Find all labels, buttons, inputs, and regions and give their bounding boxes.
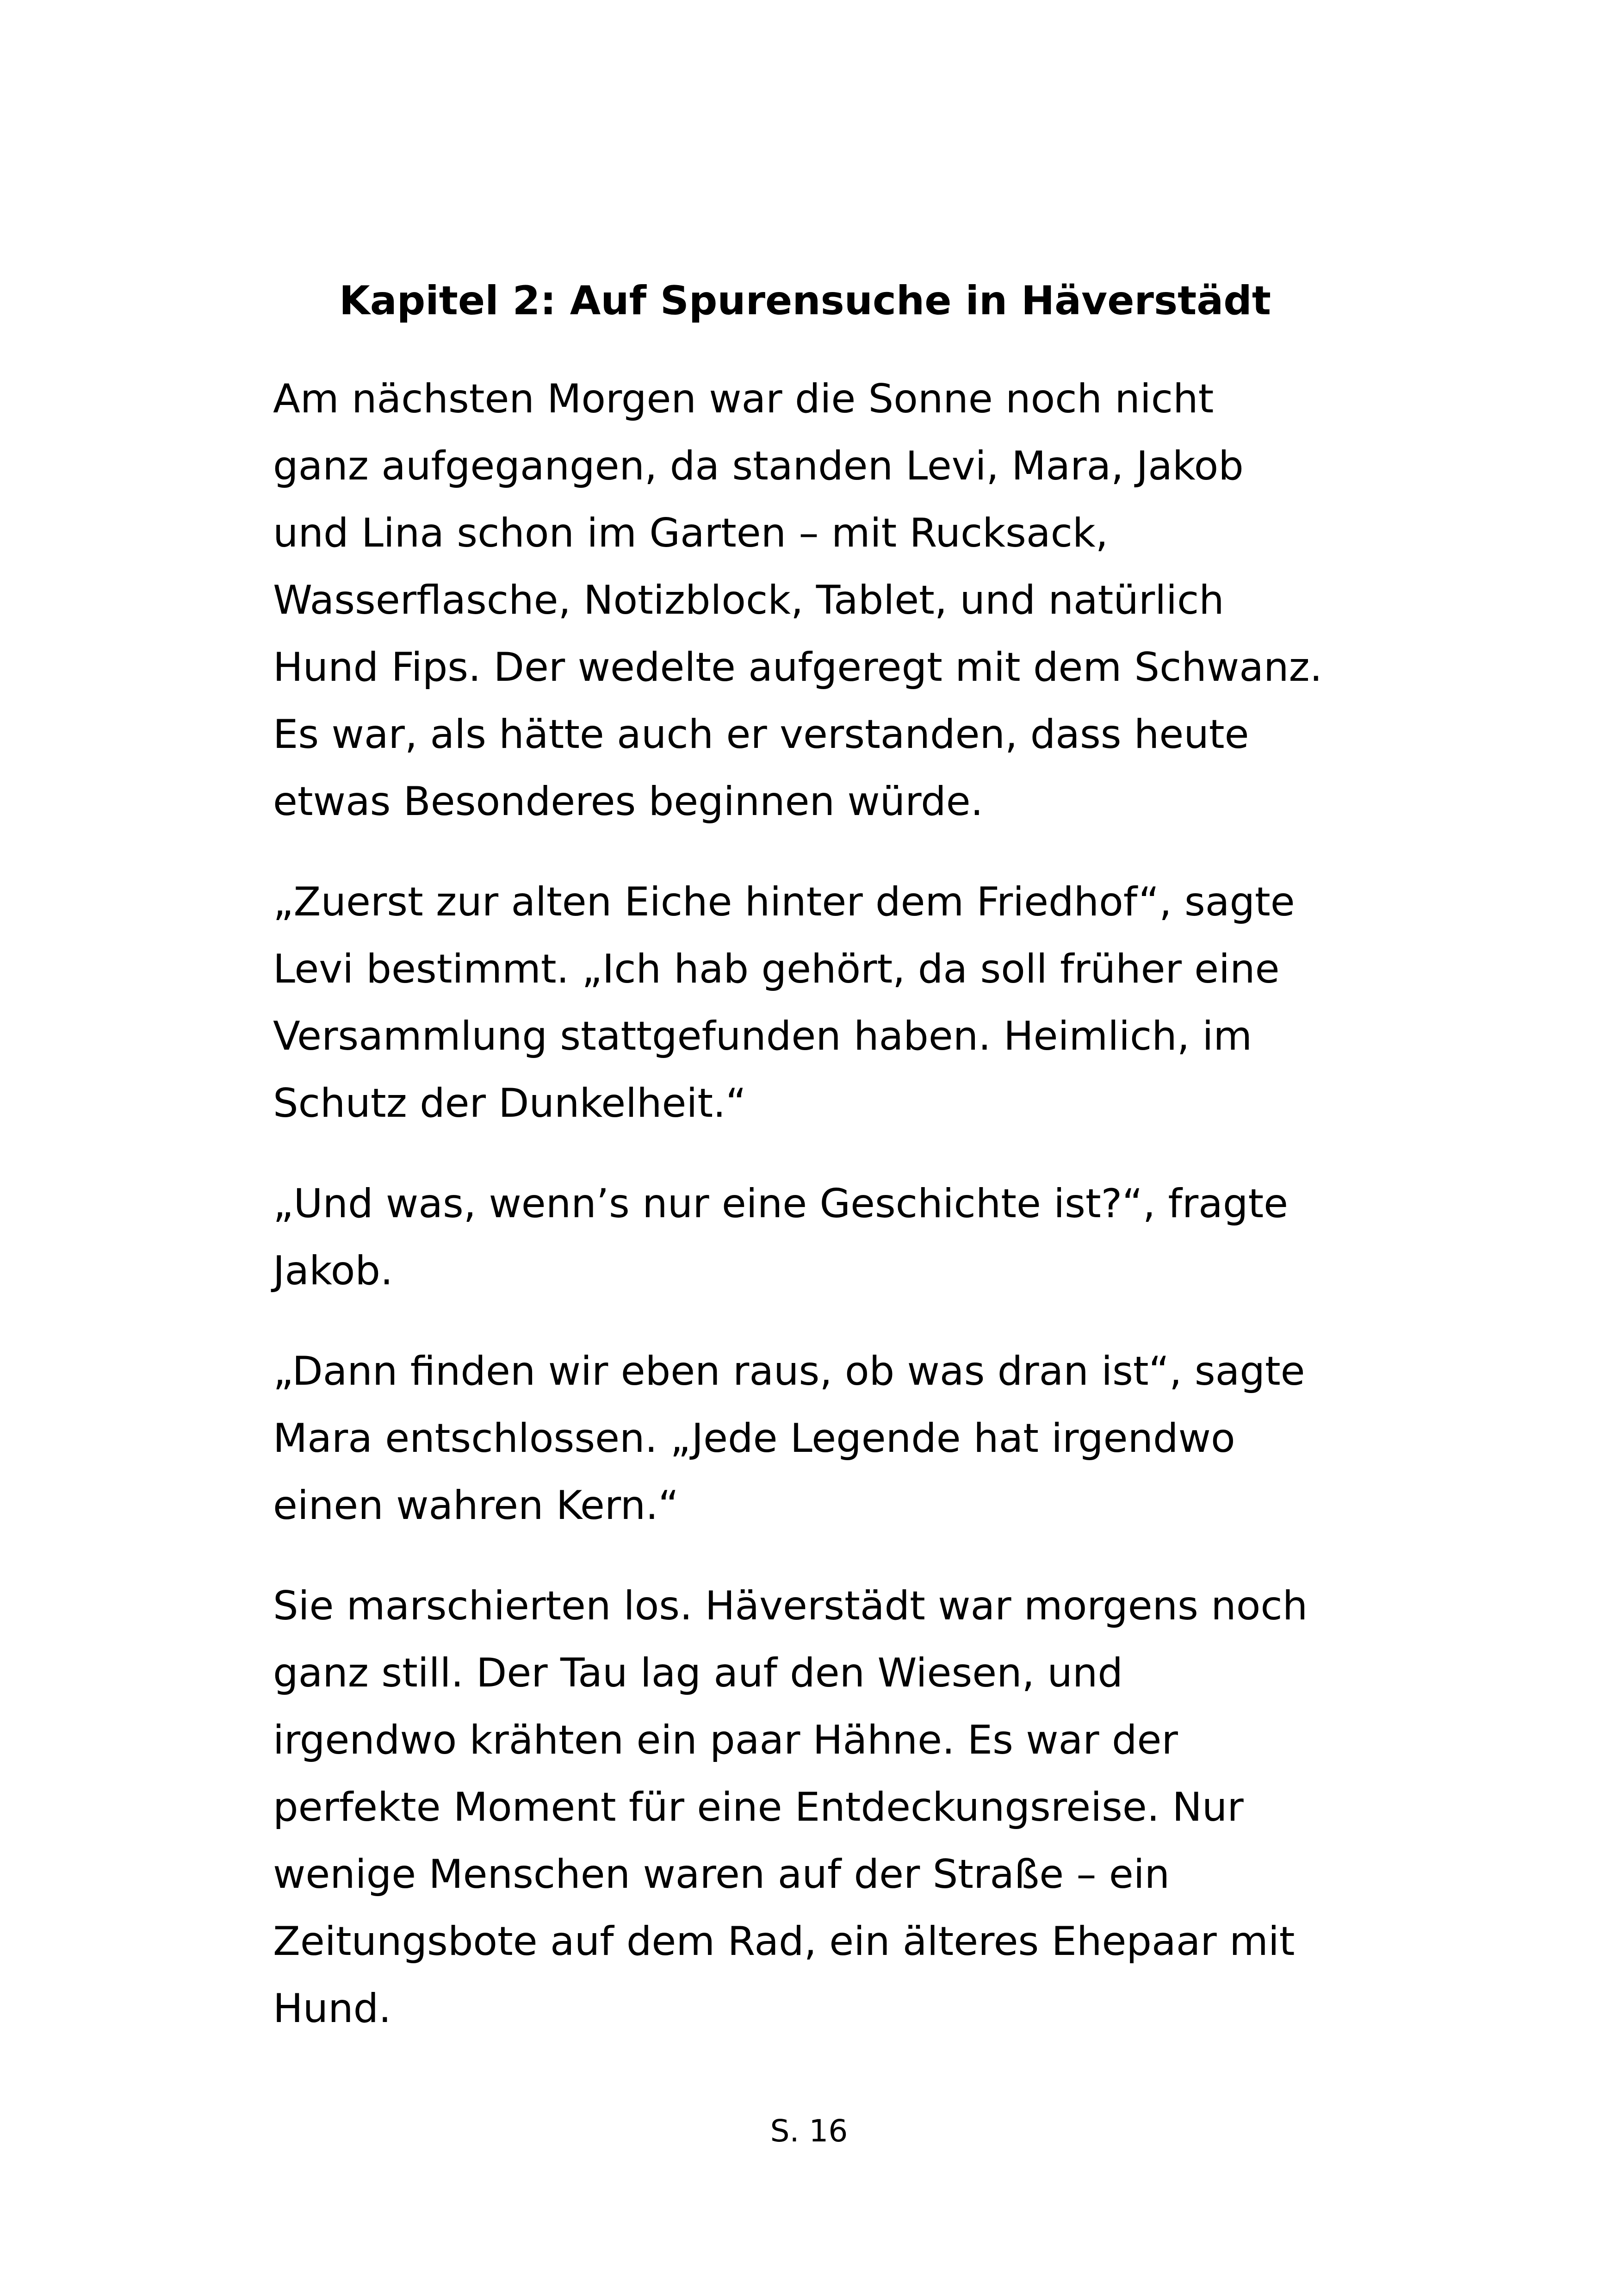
text-line: etwas Besonderes beginnen würde. <box>273 778 983 825</box>
paragraph <box>273 1338 1383 1539</box>
paragraph <box>273 1170 1383 1305</box>
page-number: S. 16 <box>770 2113 848 2149</box>
text-line: Hund. <box>273 1985 391 2032</box>
text-line: „Dann finden wir eben raus, ob was dran ist“, sagte <box>273 1348 1305 1394</box>
text-line: Jakob. <box>273 1248 393 1294</box>
paragraph <box>273 366 1383 835</box>
chapter-title: Kapitel 2: Auf Spurensuche in Häverstädt <box>339 278 1271 324</box>
text-line: Hund Fips. Der wedelte aufgeregt mit dem Schwanz. <box>273 644 1322 691</box>
text-line: Schutz der Dunkelheit.“ <box>273 1080 746 1126</box>
text-line: „Zuerst zur alten Eiche hinter dem Friedhof“, sagte <box>273 879 1295 925</box>
text-line: Sie marschierten los. Häverstädt war morgens noch <box>273 1583 1308 1629</box>
text-line: Levi bestimmt. „Ich hab gehört, da soll früher eine <box>273 946 1280 992</box>
text-line: Versammlung stattgefunden haben. Heimlich, im <box>273 1013 1252 1059</box>
text-line: ganz aufgegangen, da standen Levi, Mara, Jakob <box>273 443 1244 489</box>
text-line: ganz still. Der Tau lag auf den Wiesen, und <box>273 1650 1123 1696</box>
text-line: Es war, als hätte auch er verstanden, dass heute <box>273 711 1249 758</box>
text-line: Zeitungsbote auf dem Rad, ein älteres Ehepaar mit <box>273 1918 1295 1965</box>
text-line: perfekte Moment für eine Entdeckungsreise. Nur <box>273 1784 1244 1830</box>
text-line: Am nächsten Morgen war die Sonne noch nicht <box>273 376 1214 422</box>
text-line: wenige Menschen waren auf der Straße – ein <box>273 1851 1170 1898</box>
text-line: „Und was, wenn’s nur eine Geschichte ist?“, fragte <box>273 1181 1289 1227</box>
text-line: irgendwo krähten ein paar Hähne. Es war der <box>273 1717 1178 1763</box>
text-line: einen wahren Kern.“ <box>273 1482 679 1529</box>
body-text <box>273 366 1383 2076</box>
paragraph <box>273 869 1383 1137</box>
text-line: Wasserflasche, Notizblock, Tablet, und natürlich <box>273 577 1224 623</box>
text-line: und Lina schon im Garten – mit Rucksack, <box>273 510 1108 556</box>
text-line: Mara entschlossen. „Jede Legende hat irgendwo <box>273 1415 1235 1462</box>
paragraph <box>273 1573 1383 2042</box>
